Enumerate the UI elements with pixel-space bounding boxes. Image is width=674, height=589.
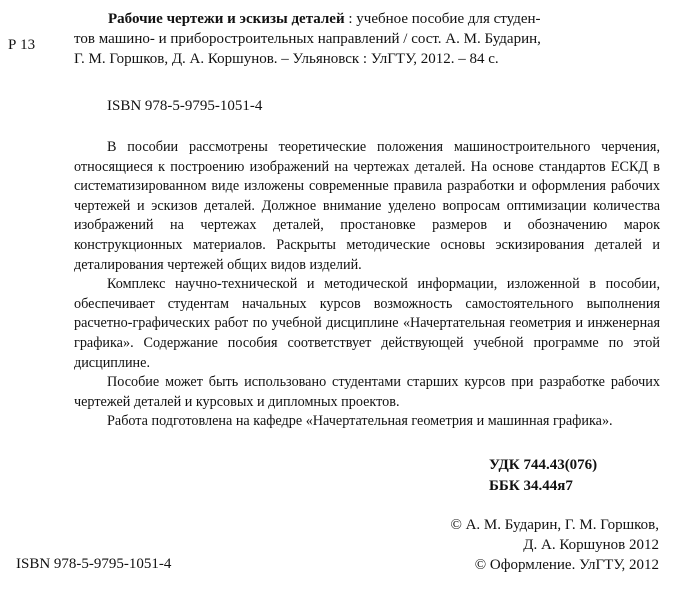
isbn-top: ISBN 978-5-9795-1051-4 <box>107 98 263 114</box>
abstract-paragraph: Комплекс научно-технической и методической информации, изложенной в пособии, обеспечивает студентам начальных курсов возможность самостоятельного выполнения расчетно-графических работ по учебной дисциплине «Начертательная геометрия и инженерная графика». Содержание пособия соответствует действующей учебной программе по этой дисциплине. <box>74 276 660 371</box>
isbn-bottom: ISBN 978-5-9795-1051-4 <box>16 556 172 572</box>
bbk-index: ББК 34.44я7 <box>489 478 573 494</box>
copyright-line-2: Д. А. Коршунов 2012 <box>523 537 659 553</box>
bibliographic-line-1-rest: : учебное пособие для студен- <box>344 11 541 27</box>
classification-code: Р 13 <box>8 37 36 53</box>
udk-index: УДК 744.43(076) <box>489 457 598 473</box>
abstract <box>74 138 660 432</box>
bibliographic-line-2: тов машино- и приборостроительных направлений / сост. А. М. Бударин, <box>74 31 541 47</box>
copyright-block <box>450 515 659 575</box>
abstract-paragraph: В пособии рассмотрены теоретические положения машиностроительного черчения, относящиеся к построению изображений на чертежах деталей. На основе стандартов ЕСКД в систематизированном виде изложены современные правила разработки и оформления рабочих чертежей и эскизов деталей. Должное внимание уделено вопросам оптимизации количества изображений на чертежах деталей, простановке размеров и обозначению марок конструкционных материалов. Раскрыты методические основы эскизирования деталей и деталирования чертежей общих видов изделий. <box>74 139 660 273</box>
abstract-paragraph: Пособие может быть использовано студентами старших курсов при разработке рабочих чертежей деталей и курсовых и дипломных проектов. <box>74 374 660 410</box>
bibliographic-line-3: Г. М. Горшков, Д. А. Коршунов. – Ульяновск : УлГТУ, 2012. – 84 с. <box>74 51 499 67</box>
bibliographic-line-1 <box>74 9 660 29</box>
copyright-line-1: © А. М. Бударин, Г. М. Горшков, <box>450 517 659 533</box>
book-title: Рабочие чертежи и эскизы деталей <box>108 11 345 27</box>
copyright-line-3: © Оформление. УлГТУ, 2012 <box>474 557 659 573</box>
bibliographic-record <box>74 9 660 69</box>
abstract-paragraph: Работа подготовлена на кафедре «Начертательная геометрия и машинная графика». <box>107 413 613 430</box>
